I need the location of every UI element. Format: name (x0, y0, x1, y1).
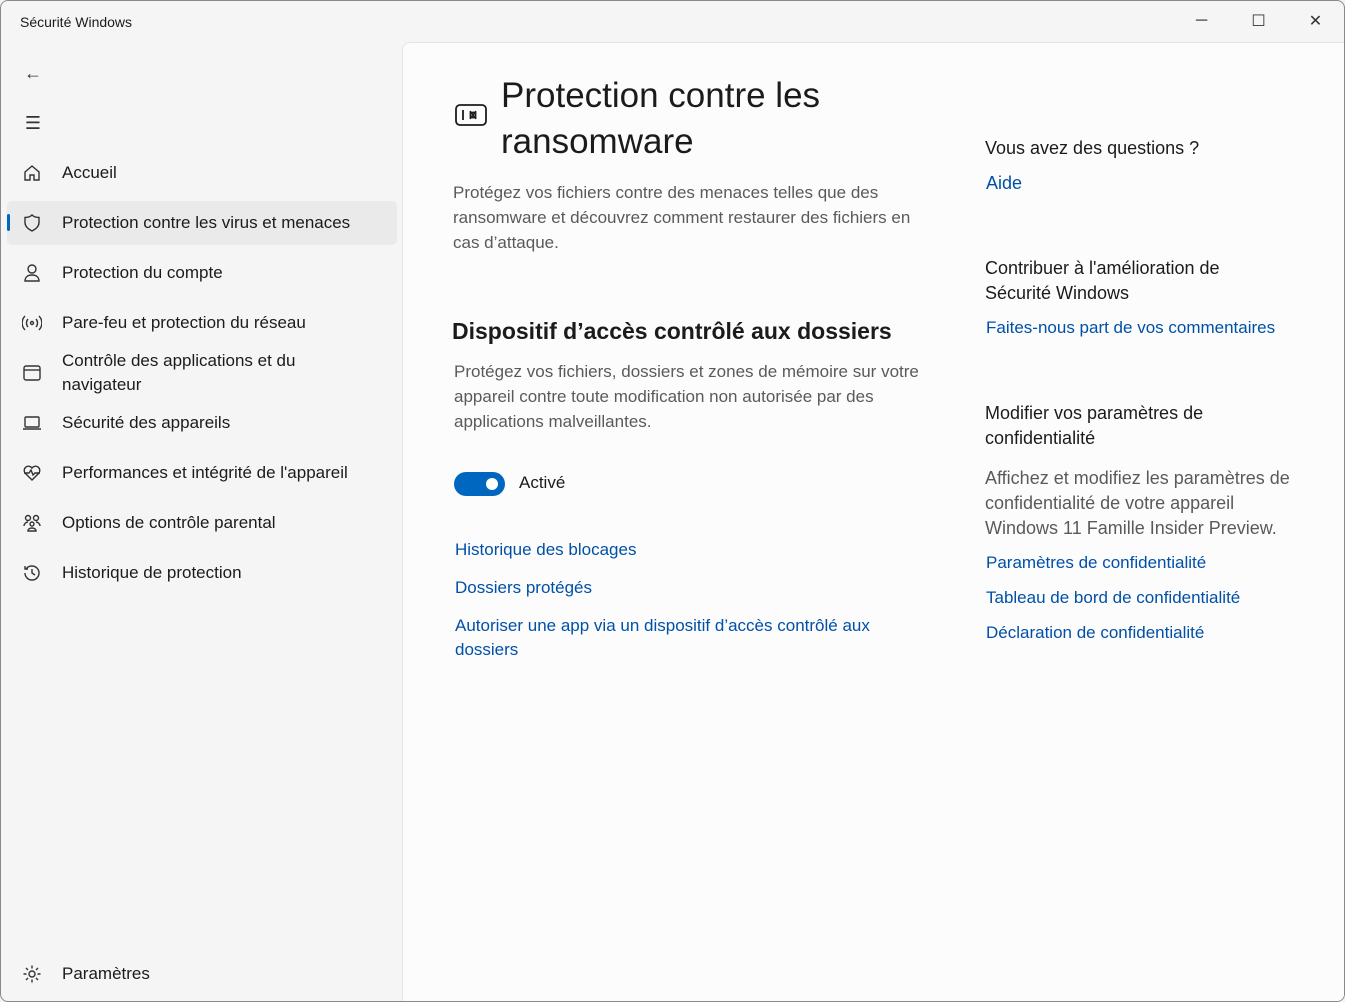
sidebar-item-history[interactable]: Historique de protection (7, 551, 397, 595)
page-title: Protection contre les ransomware (501, 76, 821, 161)
privacy-description: Affichez et modifiez les paramètres de confidentialité de votre appareil Windows 11 Famille Insider Preview. (985, 468, 1290, 538)
controlled-folder-access-toggle[interactable] (454, 472, 505, 496)
sidebar-item-family[interactable]: Options de contrôle parental (7, 501, 397, 545)
section-description: Protégez vos fichiers, dossiers et zones de mémoire sur votre appareil contre toute modification non autorisée par des applications malveillantes. (454, 362, 919, 431)
ransomware-icon (455, 103, 487, 132)
contribute-heading: Contribuer à l'amélioration de Sécurité Windows (985, 258, 1220, 303)
gear-icon (7, 964, 57, 984)
sidebar-item-home[interactable]: Accueil (7, 151, 397, 195)
allow-app-link[interactable]: Autoriser une app via un dispositif d’accès contrôlé aux dossiers (455, 616, 870, 659)
home-icon (7, 163, 57, 183)
privacy-settings-link[interactable]: Paramètres de confidentialité (986, 553, 1207, 572)
person-icon (7, 263, 57, 283)
sidebar-item-performance[interactable]: Performances et intégrité de l'appareil (7, 451, 397, 495)
block-history-link[interactable]: Historique des blocages (455, 540, 637, 559)
protected-folders-link[interactable]: Dossiers protégés (455, 578, 593, 597)
history-icon (7, 563, 57, 583)
privacy-statement-link[interactable]: Déclaration de confidentialité (986, 623, 1205, 642)
window-title: Sécurité Windows (20, 14, 133, 30)
page-description: Protégez vos fichiers contre des menaces telles que des ransomware et découvrez comment restaurer des fichiers en cas d’attaque. (453, 183, 911, 252)
family-icon (7, 513, 57, 533)
sidebar-item-firewall[interactable]: Pare-feu et protection du réseau (7, 301, 397, 345)
minimize-button[interactable]: ─ (1195, 12, 1208, 29)
privacy-heading: Modifier vos paramètres de confidentialité (985, 403, 1204, 448)
feedback-link[interactable]: Faites-nous part de vos commentaires (986, 318, 1276, 337)
content-panel (402, 42, 1344, 1001)
sidebar-item-device-security[interactable]: Sécurité des appareils (7, 401, 397, 445)
questions-heading: Vous avez des questions ? (985, 138, 1200, 158)
wifi-icon (7, 313, 57, 333)
section-title: Dispositif d’accès contrôlé aux dossiers (452, 318, 892, 344)
toggle-label: Activé (519, 473, 566, 492)
browser-icon (7, 363, 57, 383)
laptop-icon (7, 413, 57, 433)
help-link[interactable]: Aide (986, 173, 1023, 193)
maximize-button[interactable]: ☐ (1251, 13, 1266, 30)
sidebar-item-app-browser[interactable]: Contrôle des applications et du navigateur (7, 348, 397, 398)
sidebar-item-account[interactable]: Protection du compte (7, 251, 397, 295)
close-button[interactable]: ✕ (1308, 13, 1323, 30)
sidebar-item-settings[interactable]: Paramètres (7, 952, 397, 996)
sidebar-item-virus-protection[interactable]: Protection contre les virus et menaces (7, 201, 397, 245)
shield-icon (7, 213, 57, 233)
heart-icon (7, 463, 57, 483)
back-button[interactable]: ← (24, 62, 42, 83)
menu-button[interactable]: ☰ (24, 112, 42, 133)
privacy-dashboard-link[interactable]: Tableau de bord de confidentialité (986, 588, 1241, 607)
